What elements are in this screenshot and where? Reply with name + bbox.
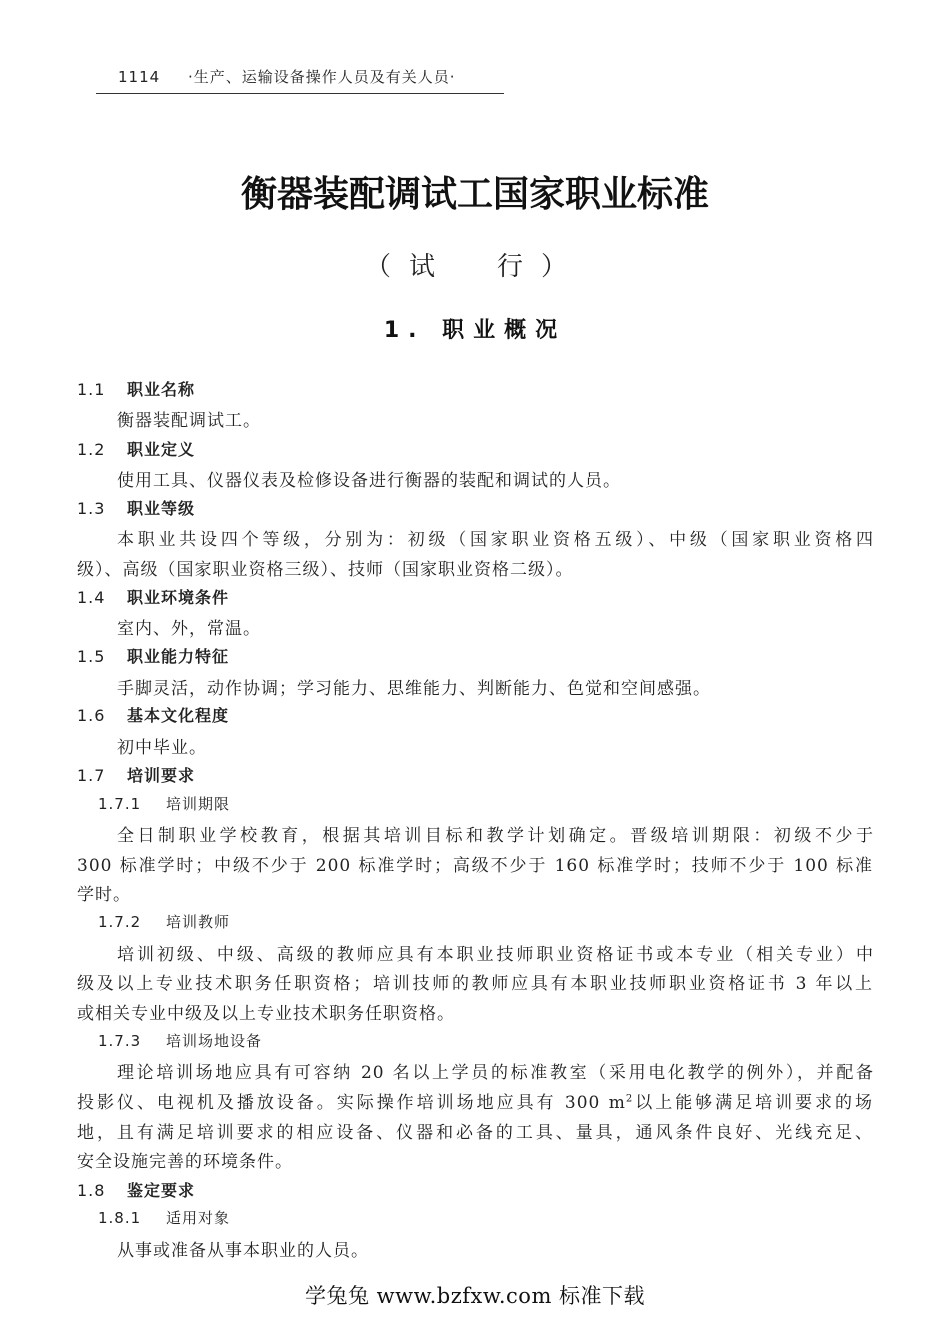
paragraph-1-6: 初中毕业。 xyxy=(117,738,207,758)
document-subtitle: （试 行） xyxy=(364,252,585,282)
heading-1-3: 1.3 职业等级 xyxy=(77,499,196,518)
paragraph-1-3-line1: 本职业共设四个等级，分别为：初级（国家职业资格五级）、中级（国家职业资格四 xyxy=(117,530,874,550)
heading-1-6: 1.6 基本文化程度 xyxy=(77,706,230,725)
paragraph-1-4: 室内、外，常温。 xyxy=(117,619,261,639)
page-number: 1114 xyxy=(118,68,161,86)
header-rule xyxy=(96,93,504,94)
paragraph-1-7-3-line3: 地，且有满足培训要求的相应设备、仪器和必备的工具、量具，通风条件良好、光线充足、 xyxy=(77,1123,873,1143)
paragraph-1-7-3-line2: 投影仪、电视机及播放设备。实际操作培训场地应具有 300 $m^2$以上能够满足培训要求的场 xyxy=(77,1093,874,1113)
footer-watermark: 学兔兔 www.bzfxw.com 标准下载 xyxy=(304,1284,646,1308)
heading-1-7-3: 1.7.3 培训场地设备 xyxy=(98,1032,263,1050)
paragraph-1-2: 使用工具、仪器仪表及检修设备进行衡器的装配和调试的人员。 xyxy=(117,471,621,491)
heading-1-7-1: 1.7.1 培训期限 xyxy=(98,795,231,813)
paragraph-1-7-2-line1: 培训初级、中级、高级的教师应具有本职业技师职业资格证书或本专业（相关专业）中 xyxy=(117,945,874,965)
paragraph-1-8-1: 从事或准备从事本职业的人员。 xyxy=(117,1241,369,1261)
heading-1-4: 1.4 职业环境条件 xyxy=(77,588,230,607)
document-title: 衡器装配调试工国家职业标准 xyxy=(240,173,709,215)
section-title: 1. 职业概况 xyxy=(383,318,567,343)
paragraph-1-7-1-line1: 全日制职业学校教育，根据其培训目标和教学计划确定。晋级培训期限：初级不少于 xyxy=(117,826,874,846)
paragraph-1-7-2-line3: 或相关专业中级及以上专业技术职务任职资格。 xyxy=(77,1004,455,1024)
paragraph-1-7-2-line2: 级及以上专业技术职务任职资格；培训技师的教师应具有本职业技师职业资格证书 3 年以上 xyxy=(77,974,873,994)
heading-1-5: 1.5 职业能力特征 xyxy=(77,647,230,666)
heading-1-1: 1.1 职业名称 xyxy=(77,380,196,399)
paragraph-1-7-3-line1: 理论培训场地应具有可容纳 20 名以上学员的标准教室（采用电化教学的例外），并配备 xyxy=(117,1063,874,1083)
heading-1-8: 1.8 鉴定要求 xyxy=(77,1181,196,1200)
heading-1-7: 1.7 培训要求 xyxy=(77,766,196,785)
running-title: ·生产、运输设备操作人员及有关人员· xyxy=(187,68,456,86)
running-header xyxy=(118,66,456,87)
heading-1-2: 1.2 职业定义 xyxy=(77,440,196,459)
paragraph-1-7-1-line2: 300 标准学时；中级不少于 200 标准学时；高级不少于 160 标准学时；技师不少于 100 标准 xyxy=(77,856,873,876)
paragraph-1-5: 手脚灵活，动作协调；学习能力、思维能力、判断能力、色觉和空间感强。 xyxy=(117,679,711,699)
heading-1-7-2: 1.7.2 培训教师 xyxy=(98,913,231,931)
paragraph-1-1: 衡器装配调试工。 xyxy=(117,411,261,431)
paragraph-1-7-1-line3: 学时。 xyxy=(77,885,131,905)
paragraph-1-3-line2: 级）、高级（国家职业资格三级）、技师（国家职业资格二级）。 xyxy=(77,560,574,580)
heading-1-8-1: 1.8.1 适用对象 xyxy=(98,1209,231,1227)
paragraph-1-7-3-line4: 安全设施完善的环境条件。 xyxy=(77,1152,293,1172)
